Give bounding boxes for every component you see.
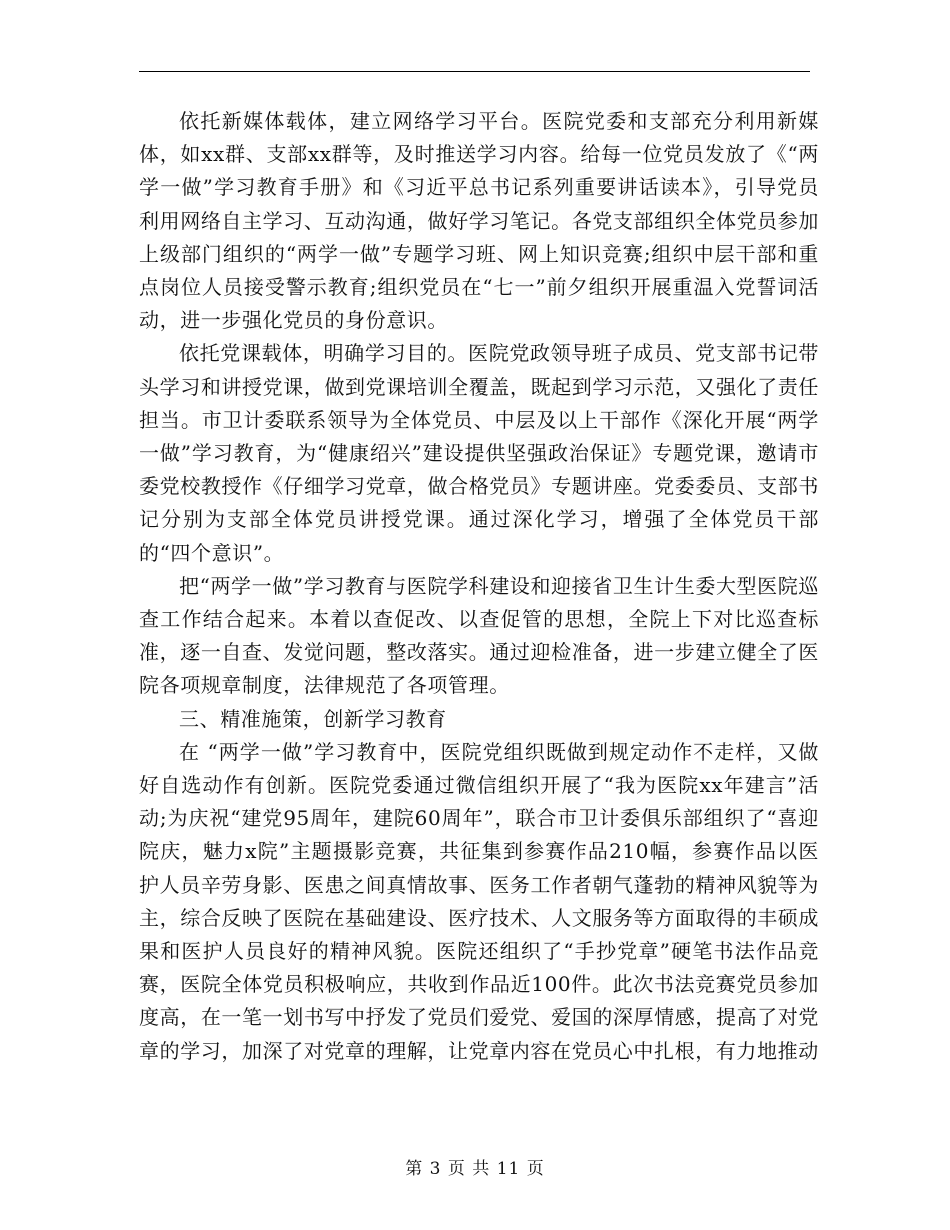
paragraph: 依托党课载体，明确学习目的。医院党政领导班子成员、党支部书记带头学习和讲授党课，做到党课培训全覆盖，既起到学习示范，又强化了责任担当。市卫计委联系领导为全体党员、中层及以上干部作《深化开展“两学一做”学习教育，为“健康绍兴”建设提供坚强政治保证》专题党课，邀请市委党校教授作《仔细学习党章，做合格党员》专题讲座。党委委员、支部书记分别为支部全体党员讲授党课。通过深化学习，增强了全体党员干部的“四个意识”。: [139, 341, 819, 565]
paragraph: 依托新媒体载体，建立网络学习平台。医院党委和支部充分利用新媒体，如xx群、支部xx群等，及时推送学习内容。给每一位党员发放了《“两学一做”学习教育手册》和《习近平总书记系列重要讲话读本》，引导党员利用网络自主学习、互动沟通，做好学习笔记。各党支部组织全体党员参加上级部门组织的“两学一做”专题学习班、网上知识竞赛;组织中层干部和重点岗位人员接受警示教育;组织党员在“七一”前夕组织开展重温入党誓词活动，进一步强化党员的身份意识。: [139, 109, 819, 333]
paragraph: 在 “两学一做”学习教育中，医院党组织既做到规定动作不走样，又做好自选动作有创新。医院党委通过微信组织开展了“我为医院xx年建言”活动;为庆祝“建党95周年，建院60周年”，联合市卫计委俱乐部组织了“喜迎院庆，魅力x院”主题摄影竞赛，共征集到参赛作品210幅，参赛作品以医护人员辛劳身影、医患之间真情故事、医务工作者朝气蓬勃的精神风貌等为主，综合反映了医院在基础建设、医疗技术、人文服务等方面取得的丰硕成果和医护人员良好的精神风貌。医院还组织了“手抄党章”硬笔书法作品竞赛，医院全体党员积极响应，共收到作品近100件。此次书法竞赛党员参加度高，在一笔一划书写中抒发了党员们爱党、爱国的深厚情感，提高了对党章的学习，加深了对党章的理解，让党章内容在党员心中扎根，有力地推动: [139, 739, 819, 1063]
paragraph: 把“两学一做”学习教育与医院学科建设和迎接省卫生计生委大型医院巡查工作结合起来。本着以查促改、以查促管的思想，全院上下对比巡查标准，逐一自查、发觉问题，整改落实。通过迎检准备，进一步建立健全了医院各项规章制度，法律规范了各项管理。: [139, 573, 819, 698]
page-footer: [0, 1154, 950, 1179]
header-rule: [139, 71, 810, 72]
section-heading: 三、精准施策，创新学习教育: [179, 706, 447, 731]
body-text: [139, 105, 819, 1068]
page-number: 第 3 页 共 11 页: [405, 1159, 545, 1179]
